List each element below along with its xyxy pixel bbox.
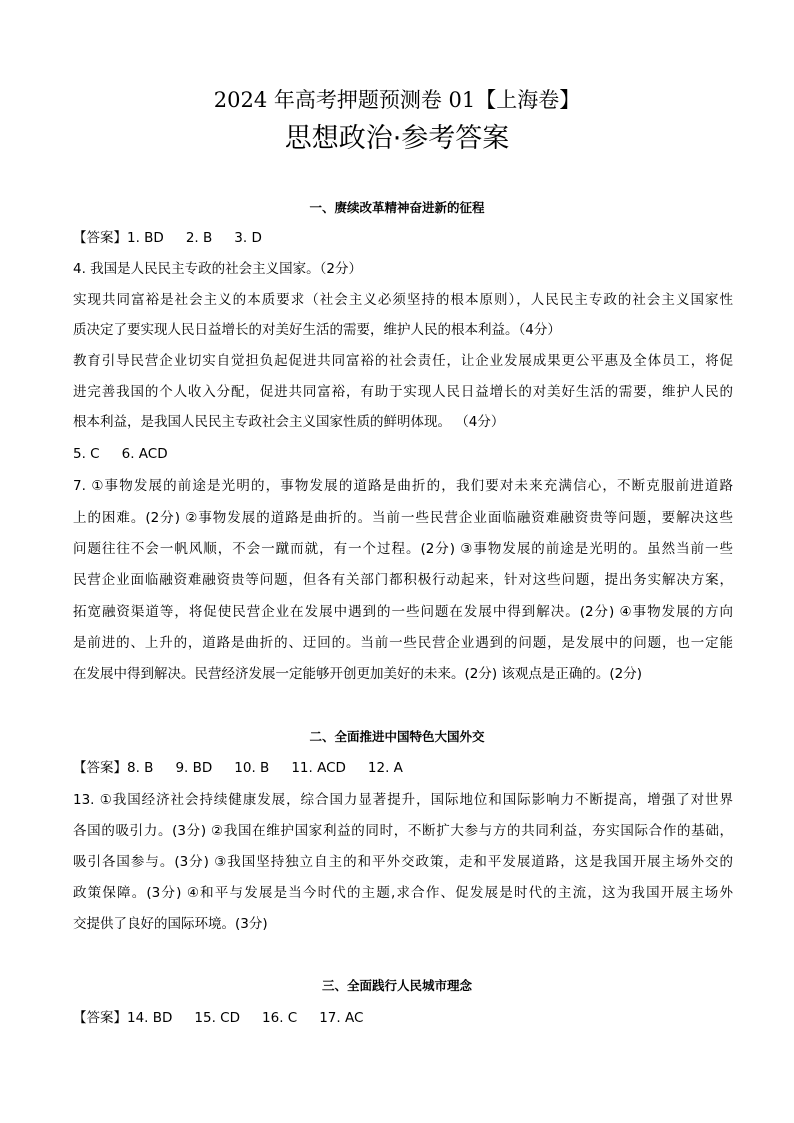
q7-line: 拓宽融资渠道等，将促使民营企业在发展中遇到的一些问题在发展中得到解决。(2分) ④事物发展的方向 (73, 604, 733, 620)
section-heading-1: 一、赓续改革精神奋进新的征程 (309, 200, 485, 215)
section-heading-2: 二、全面推进中国特色大国外交 (309, 729, 485, 744)
q13-line: 政策保障。(3分) ④和平与发展是当今时代的主题,求合作、促发展是时代的主流，这为我国开展主场外 (73, 885, 733, 901)
answer-key-label: 【答案】 (73, 230, 127, 246)
exam-subtitle: 思想政治·参考答案 (284, 123, 510, 154)
answer-item: 1. BD (127, 230, 164, 246)
exam-title: 2024 年高考押题预测卷 01【上海卷】 (213, 88, 581, 112)
q4-line: 根本利益，是我国人民民主专政社会主义国家性质的鲜明体现。 （4分） (73, 414, 505, 430)
q4-line: 实现共同富裕是社会主义的本质要求（社会主义必须坚持的根本原则），人民民主专政的社会主义国家性 (73, 292, 733, 308)
answer-item: 8. B (127, 760, 154, 776)
q4-line: 进完善我国的个人收入分配，促进共同富裕，有助于实现人民日益增长的对美好生活的需要，维护人民的 (73, 384, 733, 400)
answer-item: 9. BD (175, 760, 213, 776)
answer-item: 5. C (73, 446, 100, 462)
answer-item: 3. D (234, 230, 262, 246)
answer-key-label: 【答案】 (73, 1010, 127, 1026)
q13-line: 吸引各国参与。(3分) ③我国坚持独立自主的和平外交政策，走和平发展道路，这是我国开展主场外交的 (73, 854, 733, 870)
answer-key-row-1 (73, 228, 284, 248)
answer-item: 6. ACD (121, 446, 168, 462)
section-heading-3: 三、全面践行人民城市理念 (321, 978, 472, 993)
q7-line: 7. ①事物发展的前途是光明的，事物发展的道路是曲折的，我们要对未来充满信心，不断克服前进道路 (73, 478, 733, 494)
answer-key-label: 【答案】 (73, 760, 127, 776)
q7-line: 问题往往不会一帆风顺，不会一蹴而就，有一个过程。(2分) ③事物发展的前途是光明的。虽然当前一些 (73, 541, 733, 557)
answer-key-row-3 (73, 758, 425, 778)
answer-item: 10. B (234, 760, 270, 776)
q7-line: 是前进的、上升的，道路是曲折的、迂回的。当前一些民营企业遇到的问题，是发展中的问题，也一定能 (73, 635, 733, 651)
q7-line: 民营企业面临融资难融资贵等问题，但各有关部门都积极行动起来，针对这些问题，提出务实解决方案， (73, 572, 733, 588)
answer-item: 2. B (185, 230, 213, 246)
answer-item: 12. A (367, 760, 403, 776)
q7-line: 上的困难。(2分) ②事物发展的道路是曲折的。当前一些民营企业面临融资难融资贵等问题，要解决这些 (73, 510, 733, 526)
answer-key-row-4 (73, 1008, 385, 1028)
answer-key-row-2 (73, 444, 190, 464)
answer-item: 17. AC (319, 1010, 364, 1026)
q13-line: 13. ①我国经济社会持续健康发展，综合国力显著提升，国际地位和国际影响力不断提高，增强了对世界 (73, 792, 733, 808)
q4-line: 教育引导民营企业切实自觉担负起促进共同富裕的社会责任，让企业发展成果更公平惠及全体员工，将促 (73, 353, 733, 369)
answer-item: 16. C (262, 1010, 298, 1026)
q4-line: 4. 我国是人民民主专政的社会主义国家。（2分） (73, 261, 363, 277)
answer-item: 14. BD (127, 1010, 173, 1026)
q7-line: 在发展中得到解决。民营经济发展一定能够开创更加美好的未来。(2分) 该观点是正确的。(2分) (73, 666, 643, 682)
q13-line: 各国的吸引力。(3分) ②我国在维护国家利益的同时，不断扩大参与方的共同利益，夯实国际合作的基础， (73, 823, 733, 839)
q4-line: 质决定了要实现人民日益增长的对美好生活的需要，维护人民的根本利益。（4分） (73, 322, 561, 338)
answer-item: 11. ACD (291, 760, 346, 776)
answer-item: 15. CD (194, 1010, 241, 1026)
q13-line: 交提供了良好的国际环境。(3分) (73, 916, 268, 932)
